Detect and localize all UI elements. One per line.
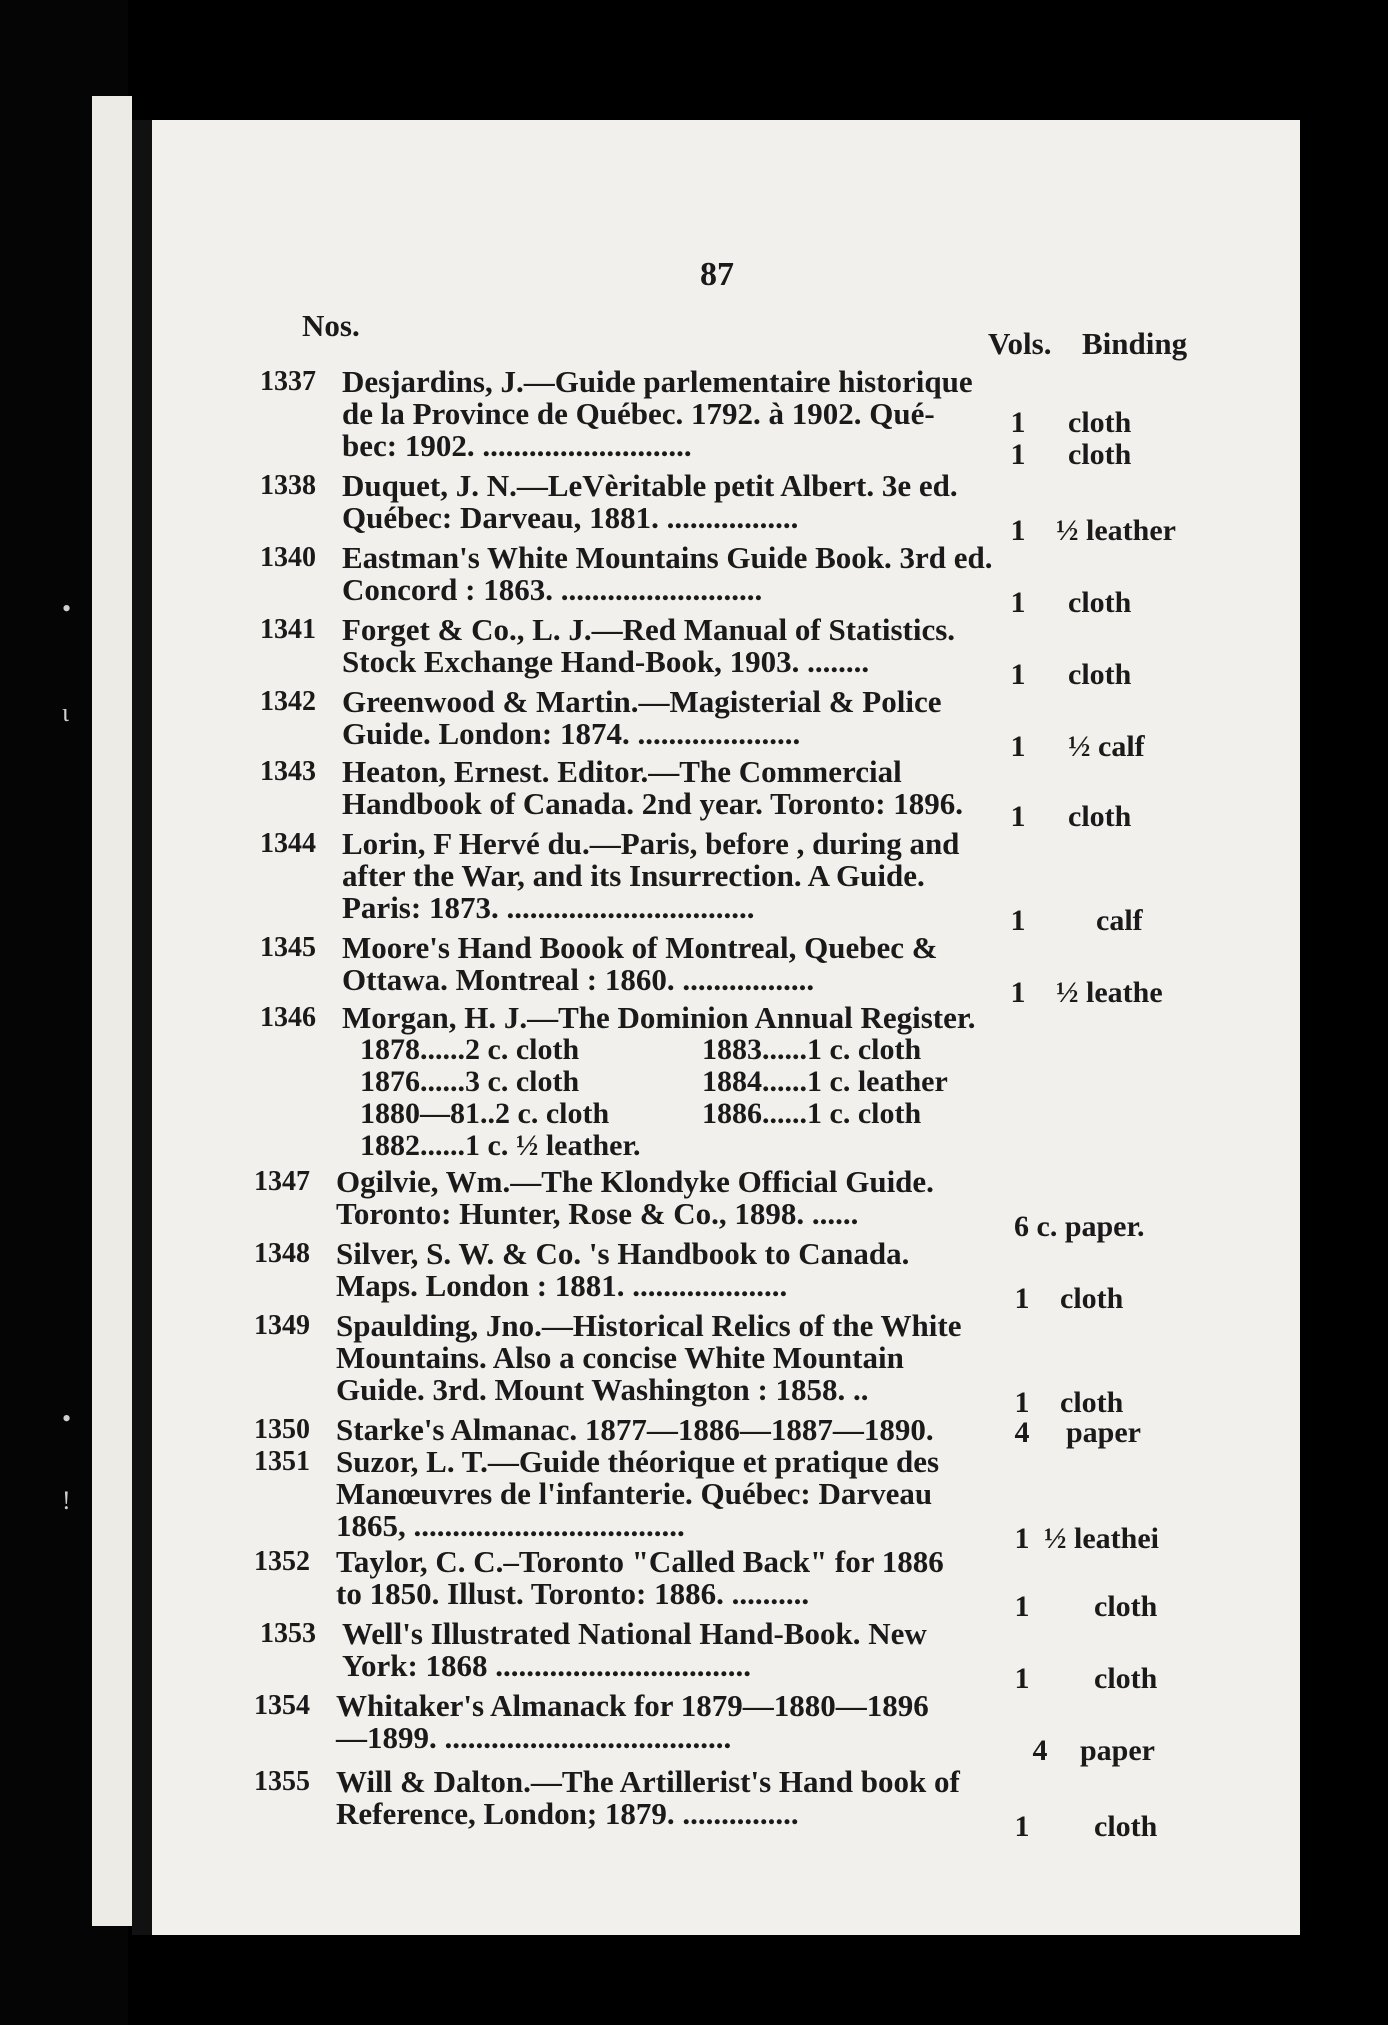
entry-binding: paper bbox=[1080, 1734, 1155, 1767]
entry-vols: 4 bbox=[1032, 1734, 1048, 1767]
entry-number: 1354 bbox=[254, 1690, 310, 1721]
year-holding: 1886......1 c. cloth bbox=[702, 1097, 922, 1130]
entry-number: 1355 bbox=[254, 1766, 310, 1797]
entry-vols: 1 bbox=[1010, 406, 1026, 439]
entry-number: 1349 bbox=[254, 1310, 310, 1341]
entry-vols: 1 bbox=[1014, 1662, 1030, 1695]
entry-binding: cloth bbox=[1068, 586, 1132, 619]
entry-number: 1337 bbox=[260, 366, 316, 397]
entry-number: 1344 bbox=[260, 828, 316, 859]
year-row bbox=[360, 1034, 1060, 1066]
entry-binding: cloth bbox=[1068, 800, 1132, 833]
entry-vols: 1 bbox=[1014, 1282, 1030, 1315]
entry-binding: cloth bbox=[1068, 438, 1132, 471]
year-holdings-table bbox=[360, 1034, 1060, 1162]
entry-title: Silver, S. W. & Co. 's Handbook to Canada. Maps. London : 1881. .................... bbox=[336, 1236, 910, 1303]
entry-title: Moore's Hand Boook of Montreal, Quebec & Ottawa. Montreal : 1860. ................. bbox=[342, 930, 938, 997]
column-header-nos: Nos. bbox=[302, 308, 360, 343]
entry-title: Lorin, F Hervé du.—Paris, before , during and after the War, and its Insurrection. A Guide. Paris: 1873. ................................ bbox=[342, 826, 960, 925]
entry-binding: cloth bbox=[1068, 658, 1132, 691]
entry-title: Duquet, J. N.—LeVèritable petit Albert. 3e ed. Québec: Darveau, 1881. ................. bbox=[342, 468, 958, 535]
entry-title: Eastman's White Mountains Guide Book. 3rd ed. Concord : 1863. .......................... bbox=[342, 540, 993, 607]
margin-mark: • bbox=[62, 594, 72, 623]
entry-title: Well's Illustrated National Hand-Book. New York: 1868 ................................. bbox=[342, 1616, 927, 1683]
year-row bbox=[360, 1066, 1060, 1098]
entry-title: Will & Dalton.—The Artillerist's Hand book of Reference, London; 1879. ............... bbox=[336, 1764, 960, 1831]
entry-vols: 1 bbox=[1010, 976, 1026, 1009]
entry-binding: calf bbox=[1096, 904, 1143, 937]
entry-binding: ½ leathei bbox=[1044, 1522, 1159, 1555]
entry-number: 1345 bbox=[260, 932, 316, 963]
entry-number: 1350 bbox=[254, 1414, 310, 1445]
entry-binding: ½ calf bbox=[1068, 730, 1145, 763]
entry-title: Heaton, Ernest. Editor.—The Commercial Handbook of Canada. 2nd year. Toronto: 1896. bbox=[342, 754, 964, 821]
year-holding: 1878......2 c. cloth bbox=[360, 1033, 580, 1066]
entry-binding: cloth bbox=[1094, 1590, 1158, 1623]
margin-mark: • bbox=[62, 1404, 72, 1433]
column-header-vols: Vols. bbox=[988, 326, 1052, 361]
entry-title: Greenwood & Martin.—Magisterial & Police Guide. London: 1874. ..................... bbox=[342, 684, 942, 751]
entry-vols: 1 bbox=[1010, 658, 1026, 691]
entry-number: 1343 bbox=[260, 756, 316, 787]
page-spine bbox=[132, 120, 152, 1935]
entry-title: Taylor, C. C.–Toronto "Called Back" for 1886 to 1850. Illust. Toronto: 1886. .......... bbox=[336, 1544, 944, 1611]
entry-vols: 1 bbox=[1010, 514, 1026, 547]
entry-number: 1341 bbox=[260, 614, 316, 645]
entry-number: 1342 bbox=[260, 686, 316, 717]
entry-title: Suzor, L. T.—Guide théorique et pratique des Manœuvres de l'infanterie. Québec: Darveau 1865, ................................... bbox=[336, 1444, 940, 1543]
entry-title: Whitaker's Almanack for 1879—1880—1896 —1899. ..................................... bbox=[336, 1688, 929, 1755]
entry-number: 1347 bbox=[254, 1166, 310, 1197]
entry-title: Spaulding, Jno.—Historical Relics of the White Mountains. Also a concise White Mountain Guide. 3rd. Mount Washington : 1858. .. bbox=[336, 1308, 962, 1407]
entry-title: Ogilvie, Wm.—The Klondyke Official Guide. Toronto: Hunter, Rose & Co., 1898. ...... bbox=[336, 1164, 934, 1231]
entry-vols: 1 bbox=[1014, 1522, 1030, 1555]
entry-vols: 4 bbox=[1014, 1416, 1030, 1449]
entry-binding: ½ leathe bbox=[1056, 976, 1163, 1009]
entry-number: 1340 bbox=[260, 542, 316, 573]
entry-vols: 1 bbox=[1010, 800, 1026, 833]
entry-number: 1351 bbox=[254, 1446, 310, 1477]
entry-vols: 1 bbox=[1010, 904, 1026, 937]
entry-binding: cloth bbox=[1094, 1662, 1158, 1695]
entry-title: Desjardins, J.—Guide parlementaire historique de la Province de Québec. 1792. à 1902. Qué- bec: 1902. ........................... bbox=[342, 364, 973, 463]
entry-vols: 1 bbox=[1010, 438, 1026, 471]
entry-title: Starke's Almanac. 1877—1886—1887—1890. bbox=[336, 1412, 934, 1447]
entry-binding: cloth bbox=[1060, 1282, 1124, 1315]
column-header-binding: Binding bbox=[1082, 326, 1188, 361]
entry-title: Forget & Co., L. J.—Red Manual of Statistics. Stock Exchange Hand-Book, 1903. ........ bbox=[342, 612, 956, 679]
year-holding: 1884......1 c. leather bbox=[702, 1065, 948, 1098]
entry-number: 1348 bbox=[254, 1238, 310, 1269]
entry-binding: ½ leather bbox=[1056, 514, 1176, 547]
entry-number: 1353 bbox=[260, 1618, 316, 1649]
entry-binding: cloth bbox=[1094, 1810, 1158, 1843]
page-number: 87 bbox=[700, 256, 734, 293]
entry-vols: 1 bbox=[1014, 1590, 1030, 1623]
entry-vols: 1 bbox=[1014, 1386, 1030, 1419]
entry-binding: cloth bbox=[1068, 406, 1132, 439]
entry-binding: cloth bbox=[1060, 1386, 1124, 1419]
entry-number: 1346 bbox=[260, 1002, 316, 1033]
entry-vols: 1 bbox=[1010, 586, 1026, 619]
entry-vols-binding: 6 c. paper. bbox=[1014, 1210, 1145, 1243]
year-row bbox=[360, 1130, 1060, 1162]
year-holding: 1880—81..2 c. cloth bbox=[360, 1097, 610, 1130]
entry-vols: 1 bbox=[1014, 1810, 1030, 1843]
year-row bbox=[360, 1098, 1060, 1130]
margin-mark: ɩ bbox=[62, 698, 69, 727]
facing-page-edge bbox=[92, 96, 132, 1926]
entry-vols: 1 bbox=[1010, 730, 1026, 763]
entry-number: 1338 bbox=[260, 470, 316, 501]
entry-binding: paper bbox=[1066, 1416, 1141, 1449]
year-holding: 1876......3 c. cloth bbox=[360, 1065, 580, 1098]
margin-mark: ! bbox=[62, 1486, 71, 1515]
entry-number: 1352 bbox=[254, 1546, 310, 1577]
year-holding: 1883......1 c. cloth bbox=[702, 1033, 922, 1066]
entry-title: Morgan, H. J.—The Dominion Annual Register. bbox=[342, 1000, 976, 1035]
year-holding: 1882......1 c. ½ leather. bbox=[360, 1129, 641, 1162]
